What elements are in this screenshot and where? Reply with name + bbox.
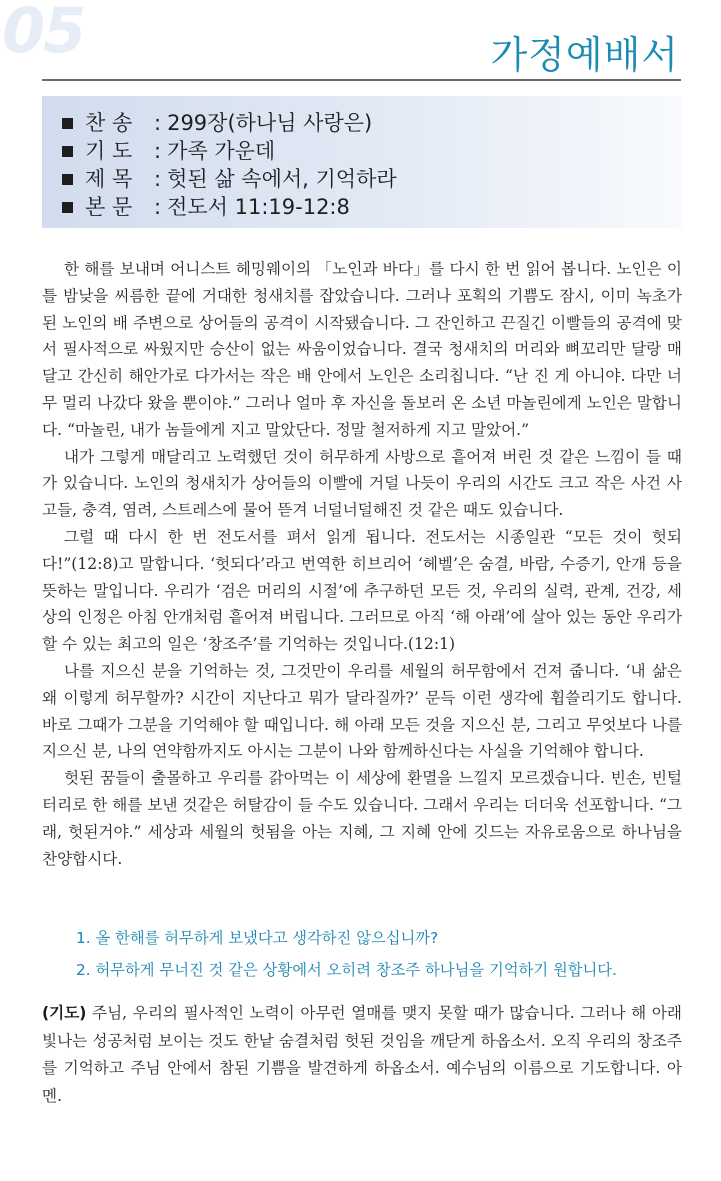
info-colon: : [154,167,162,191]
square-bullet-icon [62,202,73,213]
square-bullet-icon [62,174,73,185]
info-value: 299장(하나님 사랑은) [167,111,373,135]
info-row-hymn [60,109,682,137]
page-title: 가정예배서 [490,33,679,77]
info-colon: : [154,195,162,219]
info-label: 본 문 [85,195,133,219]
info-label: 제 목 [85,167,133,191]
info-row-prayer [60,137,682,165]
square-bullet-icon [62,146,73,157]
info-colon: : [154,111,162,135]
info-row-scripture [60,193,682,221]
body-paragraph: 한 해를 보내며 어니스트 헤밍웨이의 「노인과 바다」를 다시 한 번 읽어 봅니다. 노인은 이틀 밤낮을 씨름한 끝에 거대한 청새치를 잡았습니다. 그러나 포획의 기쁨도 잠시, 이미 녹초가 된 노인의 배 주변으로 상어들의 공격이 시작됐습니다. 그 잔인하고 끈질긴 이빨들의 공격에 맞서 필사적으로 싸웠지만 승산이 없는 싸움이었습니다. 결국 청새치의 머리와 뼈꼬리만 달랑 매달고 간신히 해안가로 다가서는 작은 배 안에서 노인은 소리칩니다. “난 진 게 아니야. 다만 너무 멀리 나갔다 왔을 뿐이야.” 그러나 얼마 후 자신을 돌보러 온 소년 마놀린에게 노인은 말합니다. “마놀린, 내가 놈들에게 지고 말았단다. 정말 철저하게 지고 말았어.” [42,260,682,439]
sermon-body [42,256,682,872]
closing-prayer [42,1000,682,1110]
body-paragraph: 헛된 꿈들이 출몰하고 우리를 갉아먹는 이 세상에 환멸을 느낄지 모르겠습니다. 빈손, 빈털터리로 한 해를 보낸 것같은 허탈감이 들 수도 있습니다. 그래서 우리는 더더욱 선포합니다. “그래, 헛된거야.” 세상과 세월의 헛됨을 아는 지혜, 그 지혜 안에 깃드는 자유로움으로 하나님을 찬양합시다. [42,769,682,868]
prayer-text: 주님, 우리의 필사적인 노력이 아무런 열매를 맺지 못할 때가 많습니다. 그러나 해 아래 빛나는 성공처럼 보이는 것도 한낱 숨결처럼 헛된 것임을 깨닫게 하옵소서. 오직 우리의 창조주를 기억하고 주님 안에서 참된 기쁨을 발견하게 하옵소서. 예수님의 이름으로 기도합니다. 아멘. [42,1004,682,1105]
title-divider [42,79,681,81]
page-number: 05 [2,0,85,67]
discussion-questions [76,922,686,986]
question-item: 2. 허무하게 무너진 것 같은 상황에서 오히려 창조주 하나님을 기억하기 원합니다. [76,961,617,979]
info-value: 헛된 삶 속에서, 기억하라 [167,167,397,191]
worship-info-box [42,96,682,228]
body-paragraph: 그럴 때 다시 한 번 전도서를 펴서 읽게 됩니다. 전도서는 시종일관 “모든 것이 헛되다!”(12:8)고 말합니다. ‘헛되다’라고 번역한 히브리어 ‘헤벨’은 숨결, 바람, 수증기, 안개 등을 뜻하는 말입니다. 우리가 ‘검은 머리의 시절’에 추구하던 모든 것, 우리의 실력, 관계, 건강, 세상의 인정은 아침 안개처럼 흩어져 버립니다. 그러므로 아직 ‘해 아래’에 살아 있는 동안 우리가 할 수 있는 최고의 일은 ‘창조주’를 기억하는 것입니다.(12:1) [42,527,682,654]
info-value: 가족 가운데 [167,139,276,163]
info-colon: : [154,139,162,163]
info-value: 전도서 11:19-12:8 [167,195,350,219]
body-paragraph: 나를 지으신 분을 기억하는 것, 그것만이 우리를 세월의 허무함에서 건져 줍니다. ‘내 삶은 왜 이렇게 허무할까? 시간이 지난다고 뭐가 달라질까?’ 문득 이런 생각에 휩쓸리기도 합니다. 바로 그때가 그분을 기억해야 할 때입니다. 해 아래 모든 것을 지으신 분, 그리고 무엇보다 나를 지으신 분, 나의 연약함까지도 아시는 그분이 나와 함께하신다는 사실을 기억해야 합니다. [42,661,682,761]
info-label: 찬 송 [85,111,133,135]
info-label: 기 도 [85,139,133,163]
question-item: 1. 올 한해를 허무하게 보냈다고 생각하진 않으십니까? [76,929,439,947]
info-row-subject [60,165,682,193]
square-bullet-icon [62,118,73,129]
prayer-label: (기도) [42,1004,87,1022]
body-paragraph: 내가 그렇게 매달리고 노력했던 것이 허무하게 사방으로 흩어져 버린 것 같은 느낌이 들 때가 있습니다. 노인의 청새치가 상어들의 이빨에 거덜 나듯이 우리의 시간도 크고 작은 사건 사고들, 충격, 염려, 스트레스에 물어 뜯겨 너덜너덜해진 것 같은 때도 있습니다. [42,447,682,520]
